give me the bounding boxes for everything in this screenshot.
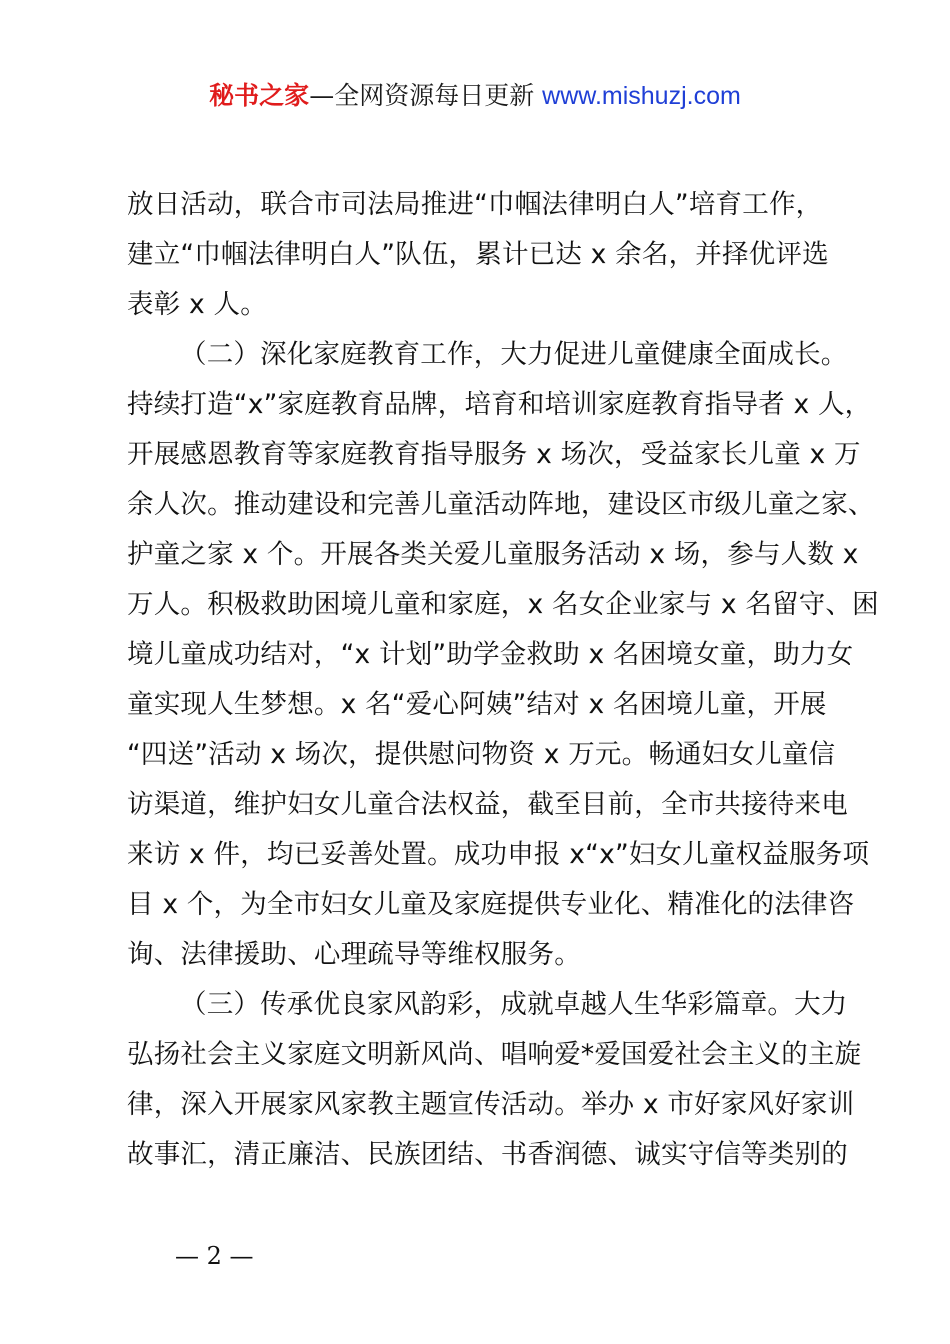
body-line: 目 x 个，为全市妇女儿童及家庭提供专业化、精准化的法律咨 [127, 889, 855, 920]
body-line: 护童之家 x 个。开展各类关爱儿童服务活动 x 场，参与人数 x [127, 539, 859, 570]
body-line: 表彰 x 人。 [127, 289, 267, 320]
body-line: 故事汇，清正廉洁、民族团结、书香润德、诚实守信等类别的 [127, 1139, 848, 1170]
body-line: 持续打造“x”家庭教育品牌，培育和培训家庭教育指导者 x 人， [127, 389, 872, 420]
section-heading-line: （二）深化家庭教育工作，大力促进儿童健康全面成长。 [180, 339, 848, 370]
site-slogan: —全网资源每日更新 [309, 81, 535, 110]
page-number: — 2 — [175, 1242, 254, 1270]
body-line: 开展感恩教育等家庭教育指导服务 x 场次，受益家长儿童 x 万 [127, 439, 861, 470]
body-line: 律，深入开展家风家教主题宣传活动。举办 x 市好家风好家训 [127, 1089, 855, 1120]
site-header [0, 78, 950, 114]
body-line: 询、法律援助、心理疏导等维权服务。 [127, 939, 581, 970]
body-line: 余人次。推动建设和完善儿童活动阵地，建设区市级儿童之家、 [127, 489, 875, 520]
section-heading-line: （三）传承优良家风韵彩，成就卓越人生华彩篇章。大力 [180, 989, 848, 1020]
body-line: 万人。积极救助困境儿童和家庭，x 名女企业家与 x 名留守、困 [127, 589, 879, 620]
body-line: 童实现人生梦想。x 名“爱心阿姨”结对 x 名困境儿童，开展 [127, 689, 827, 720]
body-line: “四送”活动 x 场次，提供慰问物资 x 万元。畅通妇女儿童信 [127, 739, 836, 770]
body-line: 访渠道，维护妇女儿童合法权益，截至目前，全市共接待来电 [127, 789, 848, 820]
body-line: 境儿童成功结对，“x 计划”助学金救助 x 名困境女童，助力女 [127, 639, 854, 670]
body-line: 来访 x 件，均已妥善处置。成功申报 x“x”妇女儿童权益服务项 [127, 839, 870, 870]
body-line: 建立“巾帼法律明白人”队伍，累计已达 x 余名，并择优评选 [127, 239, 829, 270]
body-line: 放日活动，联合市司法局推进“巾帼法律明白人”培育工作， [127, 189, 823, 220]
site-name: 秘书之家 [209, 81, 310, 110]
site-url-link[interactable]: www.mishuzj.com [542, 82, 741, 110]
body-line: 弘扬社会主义家庭文明新风尚、唱响爱*爱国爱社会主义的主旋 [127, 1039, 862, 1070]
body-text [127, 180, 879, 1180]
